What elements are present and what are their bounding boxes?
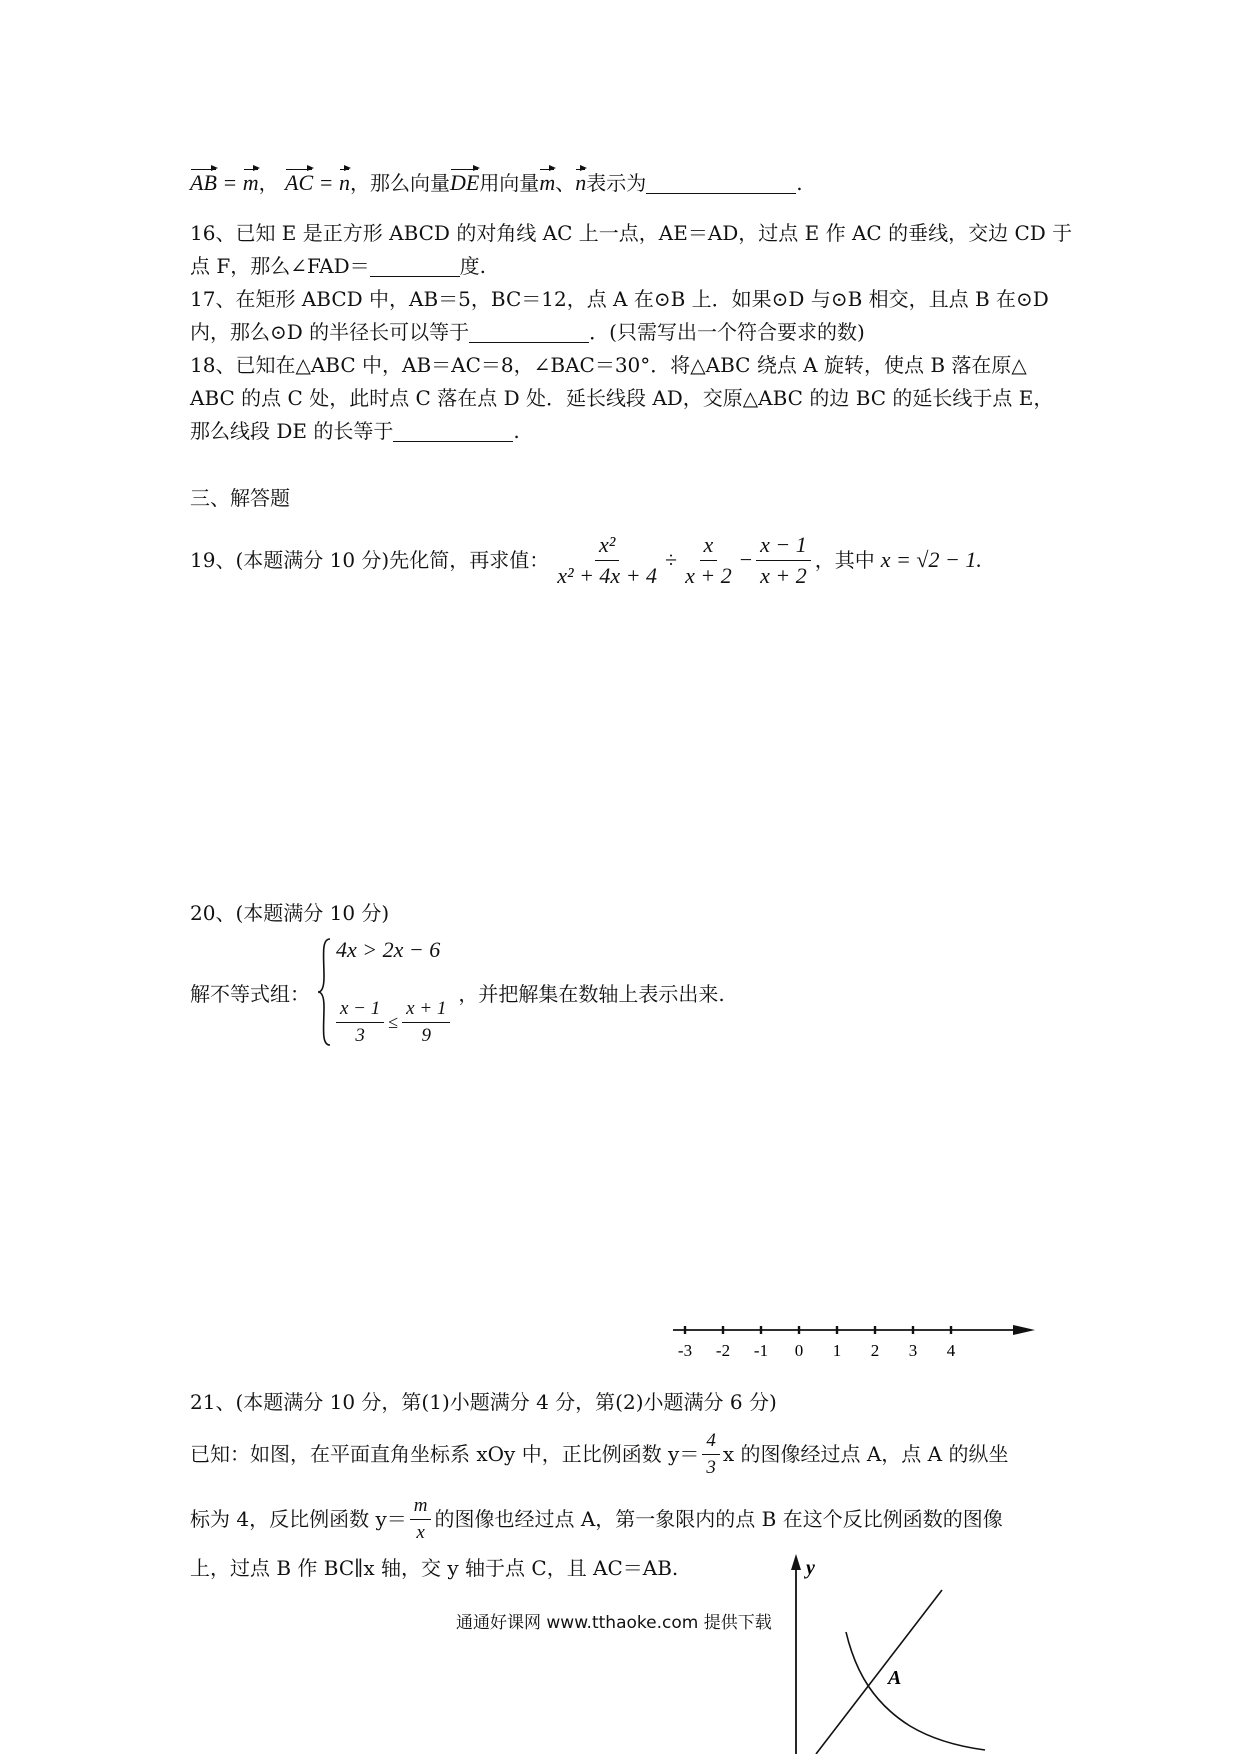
number-line-label: 4 xyxy=(946,1341,956,1360)
q20-inequality-1: 4x > 2x − 6 xyxy=(336,937,441,962)
q19-f3-numerator: x − 1 xyxy=(756,532,811,561)
number-line-label: -3 xyxy=(677,1341,693,1360)
q19-f2-numerator: x xyxy=(700,532,718,561)
number-line-label: 0 xyxy=(794,1341,804,1360)
q20-left-denominator: 3 xyxy=(355,1025,365,1046)
vector-ab: AB xyxy=(190,168,217,198)
q21-line-2 xyxy=(190,1490,1003,1548)
vector-n-2: n xyxy=(575,168,586,198)
q21-line-1 xyxy=(190,1425,1008,1483)
q15-end: . xyxy=(796,171,803,195)
q20-system xyxy=(190,936,725,1048)
q19-f1-numerator: x² xyxy=(595,532,619,561)
q21-frac1-denominator: 3 xyxy=(706,1456,716,1478)
q18-text-pre: 那么线段 DE 的长等于 xyxy=(190,419,394,443)
q20-left-fraction xyxy=(336,998,384,1047)
q20-inequality-2 xyxy=(336,998,454,1047)
q15-sep: ， xyxy=(258,171,279,195)
q17-text-post: ．(只需写出一个符合要求的数) xyxy=(589,320,865,344)
q19-f3-denominator: x + 2 xyxy=(760,562,807,588)
number-line-arrow-icon xyxy=(1013,1325,1035,1335)
inverse-function-curve xyxy=(846,1632,985,1750)
proportional-function-line xyxy=(816,1590,942,1754)
number-line-ticks xyxy=(678,1326,956,1360)
coordinate-graph xyxy=(770,1554,990,1754)
answer-blank-15[interactable] xyxy=(646,171,796,194)
q19-prefix: 19、(本题满分 10 分)先化简，再求值： xyxy=(190,548,550,572)
number-line-label: 2 xyxy=(870,1341,880,1360)
footer-credit: 通通好课网 www.tthaoke.com 提供下载 xyxy=(456,1613,772,1633)
q21-line1-post: x 的图像经过点 A，点 A 的纵坐 xyxy=(722,1442,1009,1466)
q15-text3: 表示为 xyxy=(586,171,647,195)
section-title: 三、解答题 xyxy=(190,486,290,510)
q19-f2-denominator: x + 2 xyxy=(685,562,732,588)
brace-icon xyxy=(316,937,332,1047)
q17-text-pre: 内，那么⊙D 的半径长可以等于 xyxy=(190,320,470,344)
q20-left-numerator: x − 1 xyxy=(336,998,384,1023)
q21-line1-pre: 已知：如图，在平面直角坐标系 xOy 中，正比例函数 y＝ xyxy=(190,1442,700,1466)
q18-line-2: ABC 的点 C 处，此时点 C 落在点 D 处．延长线段 AD，交原△ABC 的边 BC 的延长线于点 E， xyxy=(190,386,1054,410)
vector-m: m xyxy=(243,168,259,198)
number-line-label: 1 xyxy=(832,1341,842,1360)
q20-suffix: ，并把解集在数轴上表示出来. xyxy=(458,981,725,1006)
q20-prefix: 解不等式组： xyxy=(190,981,310,1006)
q21-fraction-2 xyxy=(410,1495,432,1544)
q21-frac1-numerator: 4 xyxy=(702,1430,720,1455)
q19-value: x = √2 − 1 xyxy=(880,547,977,572)
q21-line2-pre: 标为 4，反比例函数 y＝ xyxy=(190,1507,407,1531)
number-line xyxy=(665,1312,1035,1372)
y-axis-label: y xyxy=(806,1557,815,1579)
q20-inequalities xyxy=(336,937,454,1047)
q21-line-3: 上，过点 B 作 BC∥x 轴，交 y 轴于点 C，且 AC＝AB. xyxy=(190,1556,679,1580)
q20-right-fraction xyxy=(402,998,450,1047)
q19-divide: ÷ xyxy=(665,547,678,572)
q21-header: 21、(本题满分 10 分，第(1)小题满分 4 分，第(2)小题满分 6 分) xyxy=(190,1390,777,1414)
q21-line2-post: 的图像也经过点 A，第一象限内的点 B 在这个反比例函数的图像 xyxy=(434,1507,1003,1531)
q19-f1-denominator: x² + 4x + 4 xyxy=(557,562,658,588)
answer-blank-16[interactable] xyxy=(370,254,460,277)
q20-leq: ≤ xyxy=(388,1012,399,1032)
q15-eq1: = xyxy=(216,170,243,195)
q17-line-2 xyxy=(190,317,865,347)
vector-ac: AC xyxy=(285,168,313,198)
q17-line-1: 17、在矩形 ABCD 中，AB＝5，BC＝12，点 A 在⊙B 上．如果⊙D 与⊙B 相交，且点 B 在⊙D xyxy=(190,287,1049,311)
answer-blank-17[interactable] xyxy=(469,320,589,343)
q19-line xyxy=(190,528,982,592)
vector-de: DE xyxy=(450,168,479,198)
vector-m-2: m xyxy=(539,168,555,198)
q16-line-2 xyxy=(190,251,486,281)
q19-mid: ，其中 xyxy=(814,548,875,572)
q15-dot: 、 xyxy=(555,171,576,195)
q20-header: 20、(本题满分 10 分) xyxy=(190,901,390,925)
number-line-label: -2 xyxy=(715,1341,731,1360)
q20-right-numerator: x + 1 xyxy=(402,998,450,1023)
q15-eq2: = xyxy=(313,170,339,195)
number-line-label: 3 xyxy=(908,1341,918,1360)
q18-line-3 xyxy=(190,416,520,446)
q16-line-1: 16、已知 E 是正方形 ABCD 的对角线 AC 上一点，AE＝AD，过点 E 作 AC 的垂线，交边 CD 于 xyxy=(190,221,1073,245)
vector-n: n xyxy=(339,168,350,198)
q18-line-1: 18、已知在△ABC 中，AB＝AC＝8，∠BAC＝30°．将△ABC 绕点 A 旋转，使点 B 落在原△ xyxy=(190,353,1027,377)
point-a-label: A xyxy=(888,1667,902,1689)
number-line-label: -1 xyxy=(753,1341,769,1360)
q19-fraction-1 xyxy=(553,532,661,589)
q19-fraction-2 xyxy=(681,532,736,589)
q15-text2: 用向量 xyxy=(479,171,540,195)
q15-text1: ，那么向量 xyxy=(349,171,450,195)
y-axis-arrow-icon xyxy=(791,1554,801,1570)
q16-text-pre: 点 F，那么∠FAD＝ xyxy=(190,254,370,278)
q18-text-post: . xyxy=(513,419,520,443)
answer-blank-18[interactable] xyxy=(393,419,513,442)
q20-right-denominator: 9 xyxy=(421,1025,432,1046)
q15-line xyxy=(190,168,803,198)
q19-fraction-3 xyxy=(756,532,811,589)
q19-end: . xyxy=(976,547,982,572)
q16-text-post: 度. xyxy=(459,254,486,278)
q21-frac2-denominator: x xyxy=(416,1521,425,1543)
q19-minus: − xyxy=(739,547,753,572)
q21-fraction-1 xyxy=(702,1430,720,1479)
q21-frac2-numerator: m xyxy=(410,1495,432,1520)
